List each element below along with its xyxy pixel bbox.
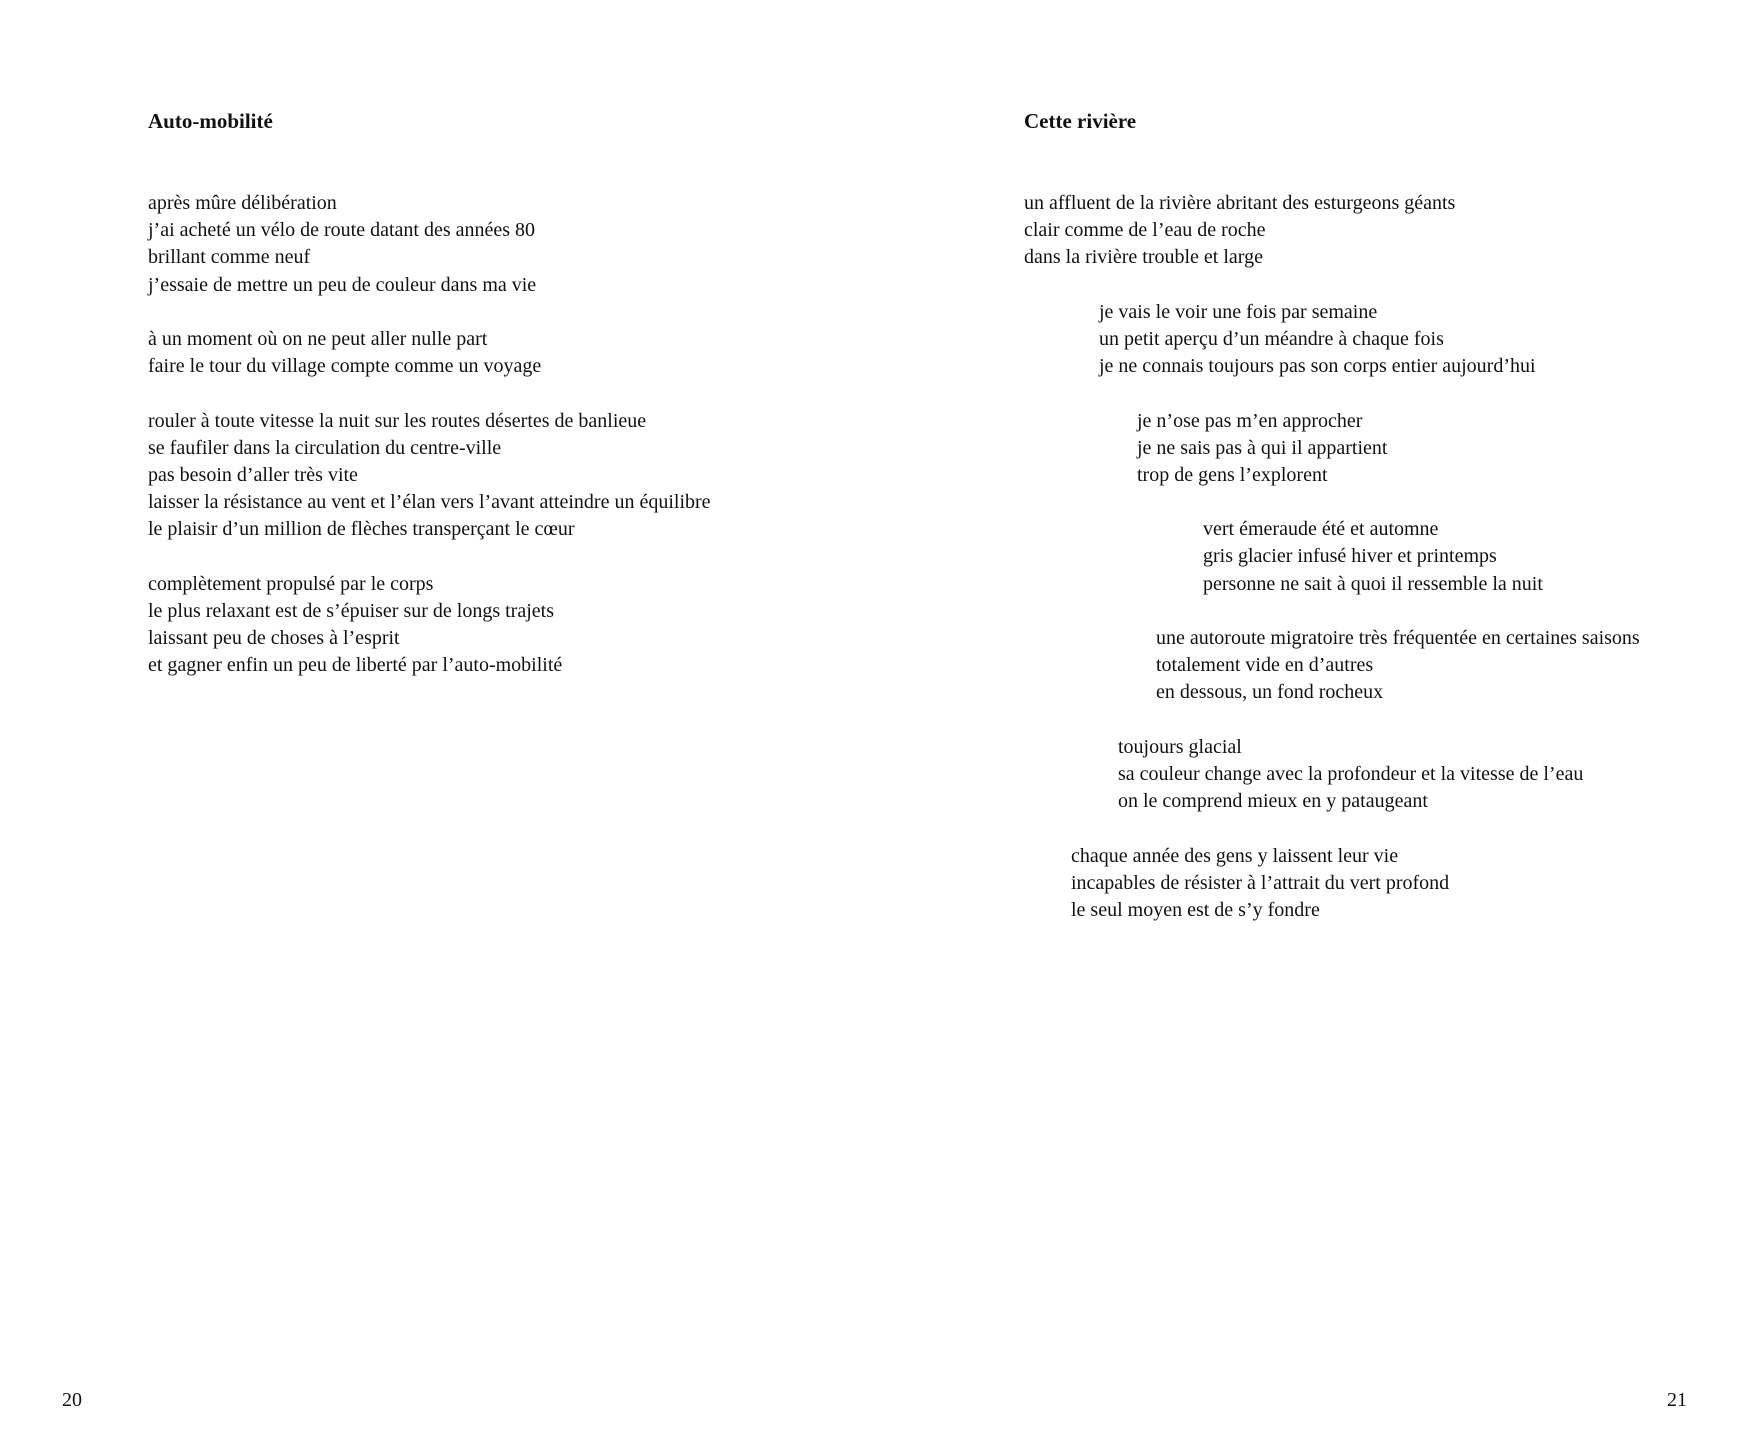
poem-line: rouler à toute vitesse la nuit sur les routes désertes de banlieue bbox=[148, 409, 647, 432]
page-number: 20 bbox=[62, 1389, 82, 1411]
poem-line: à un moment où on ne peut aller nulle part bbox=[148, 327, 488, 350]
poem-line: brillant comme neuf bbox=[148, 246, 311, 269]
stanza bbox=[148, 326, 711, 380]
poem-line: un petit aperçu d’un méandre à chaque fois bbox=[1099, 327, 1444, 350]
poem-line: en dessous, un fond rocheux bbox=[1156, 681, 1384, 704]
stanza bbox=[148, 571, 711, 680]
poem-line: une autoroute migratoire très fréquentée en certaines saisons bbox=[1156, 627, 1640, 649]
poem-title: Cette rivière bbox=[1024, 109, 1137, 133]
stanza bbox=[1118, 734, 1640, 816]
poem-line: faire le tour du village compte comme un voyage bbox=[148, 355, 542, 378]
stanza bbox=[1099, 299, 1640, 381]
stanza bbox=[1071, 843, 1640, 925]
poem-line: se faufiler dans la circulation du centre-ville bbox=[148, 436, 502, 459]
stanza bbox=[1024, 190, 1640, 272]
right-page bbox=[874, 0, 1748, 1447]
poem-line: laisser la résistance au vent et l’élan vers l’avant atteindre un équilibre bbox=[148, 491, 711, 514]
stanza bbox=[148, 190, 711, 299]
poem-line: le seul moyen est de s’y fondre bbox=[1071, 898, 1320, 921]
poem-body bbox=[148, 190, 711, 707]
poem-line: personne ne sait à quoi il ressemble la nuit bbox=[1203, 572, 1543, 595]
poem-line: on le comprend mieux en y pataugeant bbox=[1118, 790, 1428, 813]
poem-line: trop de gens l’explorent bbox=[1137, 463, 1328, 486]
stanza bbox=[1156, 625, 1640, 707]
poem-line: laissant peu de choses à l’esprit bbox=[148, 627, 400, 649]
poem-line: je vais le voir une fois par semaine bbox=[1099, 300, 1378, 323]
poem-body bbox=[1024, 190, 1640, 951]
poem-line: et gagner enfin un peu de liberté par l’auto-mobilité bbox=[148, 654, 563, 677]
poem-line: j’essaie de mettre un peu de couleur dans ma vie bbox=[148, 273, 537, 296]
poem-line: vert émeraude été et automne bbox=[1203, 518, 1439, 541]
poem-line: le plus relaxant est de s’épuiser sur de longs trajets bbox=[148, 599, 554, 622]
poem-line: j’ai acheté un vélo de route datant des années 80 bbox=[148, 219, 536, 242]
poem-line: complètement propulsé par le corps bbox=[148, 572, 434, 595]
poem-line: toujours glacial bbox=[1118, 735, 1242, 758]
poem-line: je ne sais pas à qui il appartient bbox=[1137, 436, 1388, 459]
poem-line: chaque année des gens y laissent leur vie bbox=[1071, 844, 1399, 867]
stanza bbox=[148, 408, 711, 544]
stanza bbox=[1137, 408, 1640, 490]
poem-title: Auto-mobilité bbox=[148, 109, 273, 133]
poem-line: clair comme de l’eau de roche bbox=[1024, 219, 1266, 242]
poem-line: après mûre délibération bbox=[148, 192, 337, 214]
poem-line: je ne connais toujours pas son corps entier aujourd’hui bbox=[1099, 355, 1536, 378]
poem-line: le plaisir d’un million de flèches transperçant le cœur bbox=[148, 518, 575, 541]
poem-line: sa couleur change avec la profondeur et la vitesse de l’eau bbox=[1118, 762, 1584, 785]
poem-line: pas besoin d’aller très vite bbox=[148, 463, 358, 486]
poem-line: incapables de résister à l’attrait du vert profond bbox=[1071, 871, 1450, 894]
stanza bbox=[1203, 516, 1640, 598]
poem-line: je n’ose pas m’en approcher bbox=[1137, 409, 1363, 432]
poem-line: totalement vide en d’autres bbox=[1156, 654, 1374, 677]
page-number: 21 bbox=[1667, 1389, 1687, 1411]
poem-line: un affluent de la rivière abritant des esturgeons géants bbox=[1024, 192, 1456, 214]
poem-line: dans la rivière trouble et large bbox=[1024, 246, 1263, 269]
poem-line: gris glacier infusé hiver et printemps bbox=[1203, 545, 1497, 568]
